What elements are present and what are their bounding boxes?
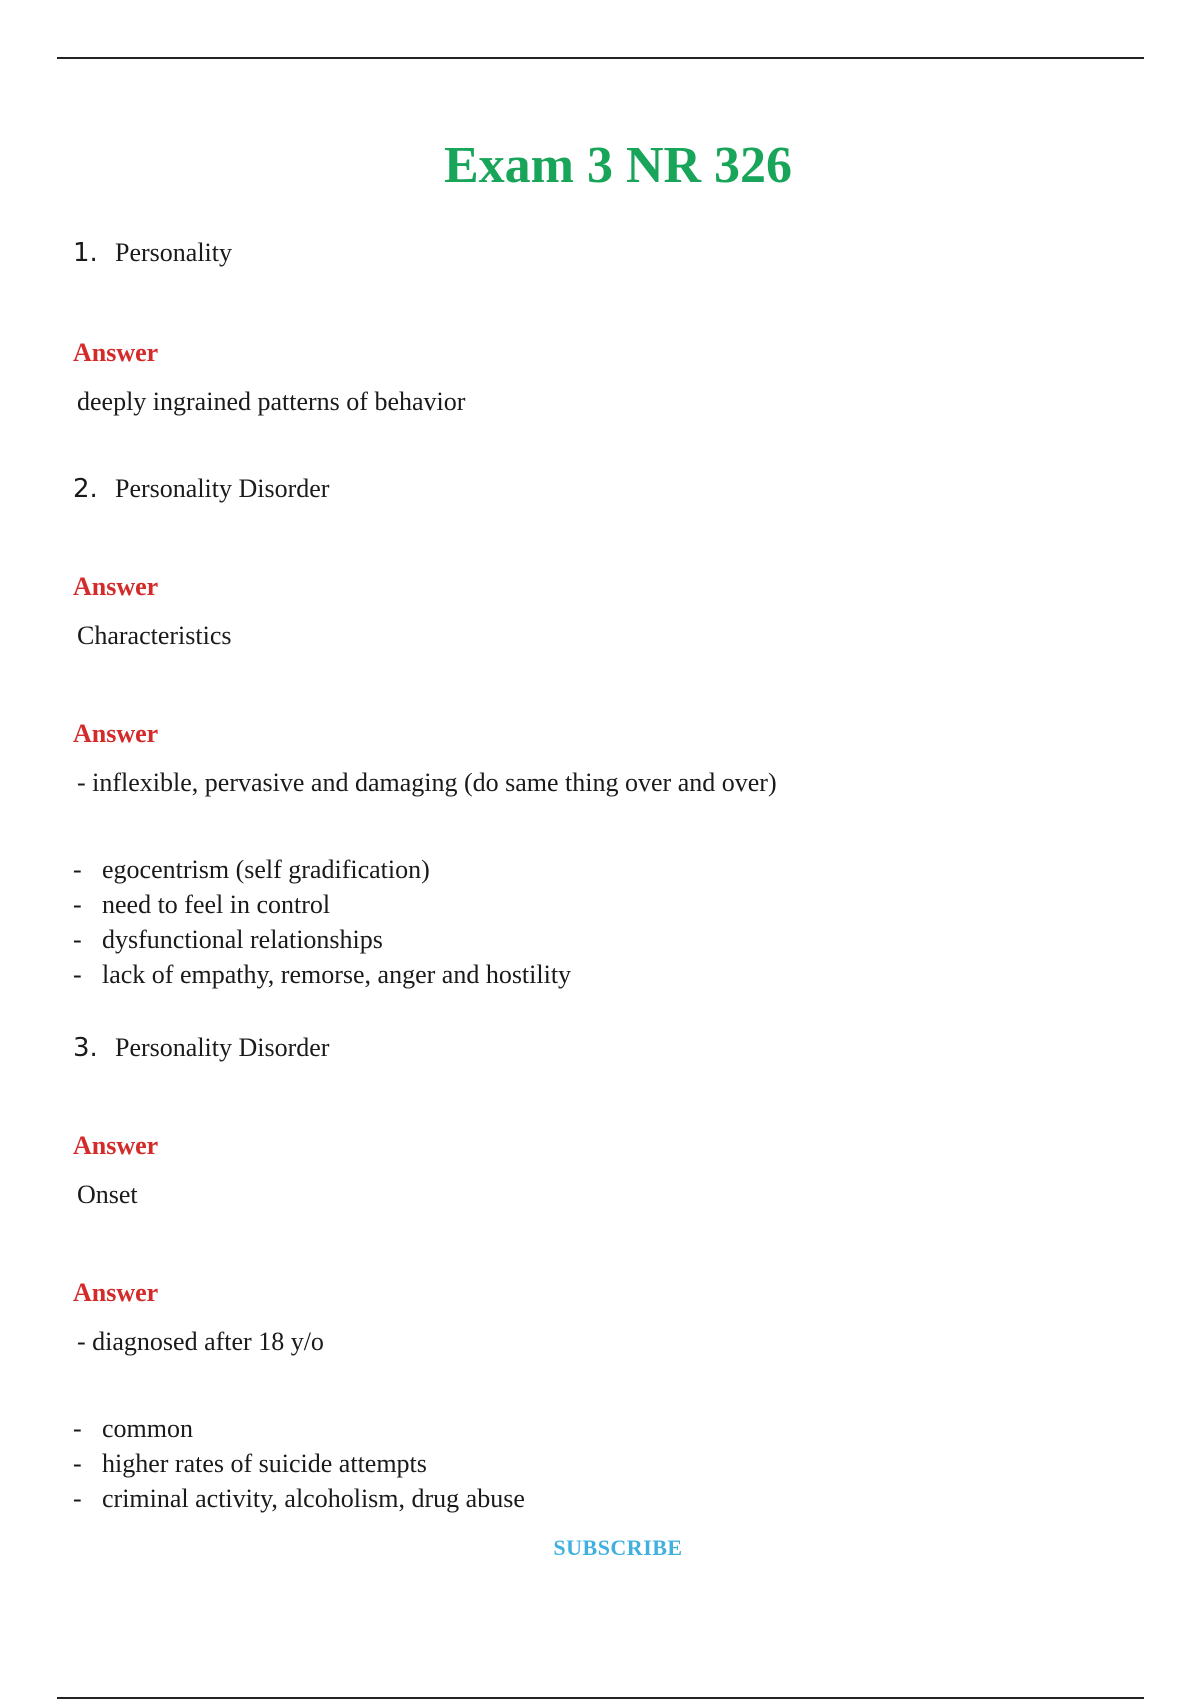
- list-item: - need to feel in control: [73, 890, 331, 919]
- answer-label: Answer: [73, 1278, 159, 1307]
- answer-text: deeply ingrained patterns of behavior: [77, 387, 466, 416]
- question-3: [73, 1031, 329, 1069]
- question-text: Personality Disorder: [115, 474, 330, 503]
- question-number: 2.: [73, 474, 98, 504]
- list-item: - common: [73, 1414, 193, 1443]
- question-number: 1.: [73, 238, 98, 268]
- list-item: - higher rates of suicide attempts: [73, 1449, 427, 1478]
- question-text: Personality: [115, 238, 232, 267]
- answer-text: - diagnosed after 18 y/o: [77, 1327, 324, 1356]
- question-2: [73, 472, 329, 510]
- question-text: Personality Disorder: [115, 1033, 330, 1062]
- list-item: - egocentrism (self gradification): [73, 855, 430, 884]
- answer-text: - inflexible, pervasive and damaging (do same thing over and over): [77, 768, 777, 797]
- answer-text: Characteristics: [77, 621, 232, 650]
- bullet-list: [73, 1411, 525, 1516]
- question-1: [73, 236, 232, 274]
- list-item: - dysfunctional relationships: [73, 925, 383, 954]
- answer-label: Answer: [73, 338, 159, 367]
- answer-text: Onset: [77, 1180, 138, 1209]
- top-divider: [57, 57, 1144, 59]
- page-title: Exam 3 NR 326: [443, 137, 793, 194]
- list-item: - criminal activity, alcoholism, drug abuse: [73, 1484, 525, 1513]
- bottom-divider: [57, 1697, 1144, 1699]
- list-item: - lack of empathy, remorse, anger and hostility: [73, 960, 572, 989]
- answer-label: Answer: [73, 572, 159, 601]
- answer-label: Answer: [73, 1131, 159, 1160]
- bullet-list: [73, 852, 571, 992]
- subscribe-link[interactable]: SUBSCRIBE: [553, 1535, 683, 1560]
- question-number: 3.: [73, 1033, 98, 1063]
- answer-label: Answer: [73, 719, 159, 748]
